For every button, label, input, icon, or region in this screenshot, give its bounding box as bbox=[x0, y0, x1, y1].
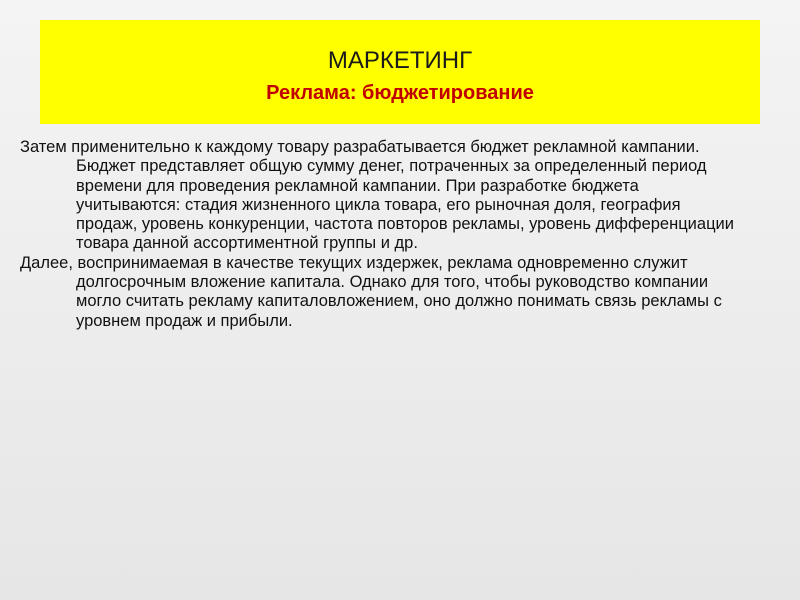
slide-title: МАРКЕТИНГ bbox=[327, 47, 473, 74]
title-banner bbox=[40, 20, 760, 124]
slide-body bbox=[20, 138, 740, 331]
paragraph-investment: Далее, воспринимаемая в качестве текущих издержек, реклама одновременно служит долгосрочным вложение капитала. Однако для того, чтобы руководство компании могло считать рекламу капиталовложением, оно должно понимать связь рекламы с уровнем продаж и прибыли. bbox=[20, 253, 722, 330]
paragraph-budget: Затем применительно к каждому товару разрабатывается бюджет рекламной кампании. Бюджет представляет общую сумму денег, потраченных за определенный период времени для проведения рекламной кампании. При разработке бюджета учитываются: стадия жизненного цикла товара, его рыночная доля, география продаж, уровень конкуренции, частота повторов рекламы, уровень дифференциации товара данной ассортиментной группы и др. bbox=[20, 138, 734, 253]
slide-subtitle: Реклама: бюджетирование bbox=[266, 82, 534, 104]
